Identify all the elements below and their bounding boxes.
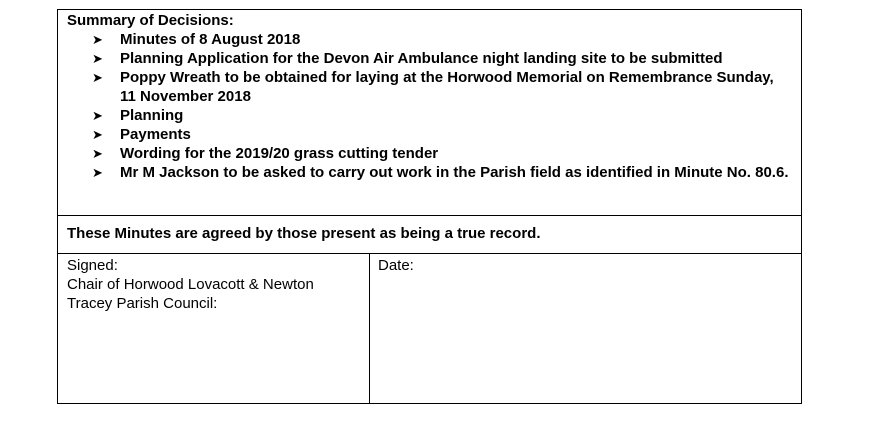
minutes-summary-table <box>57 9 802 404</box>
decision-text: Planning Application for the Devon Air Ambulance night landing site to be submitted <box>120 50 723 67</box>
decision-text: Minutes of 8 August 2018 <box>120 31 301 48</box>
arrowhead-bullet-icon: ➤ <box>92 32 103 47</box>
decision-item <box>58 106 801 125</box>
arrowhead-bullet-icon: ➤ <box>92 70 103 85</box>
arrowhead-bullet-icon: ➤ <box>92 146 103 161</box>
decision-item <box>58 163 801 182</box>
date-cell <box>370 254 801 403</box>
agreement-section <box>58 216 801 254</box>
decision-item <box>58 49 801 68</box>
decision-item <box>58 30 801 49</box>
signed-label: Signed: <box>67 257 118 274</box>
agreement-statement: These Minutes are agreed by those present as being a true record. <box>67 225 541 242</box>
summary-of-decisions-section <box>58 10 801 216</box>
decision-text: Planning <box>120 107 184 124</box>
arrowhead-bullet-icon: ➤ <box>92 108 103 123</box>
chair-title: Chair of Horwood Lovacott & Newton Tracey Parish Council: <box>67 276 314 312</box>
date-label: Date: <box>378 257 414 274</box>
arrowhead-bullet-icon: ➤ <box>92 51 103 66</box>
decision-item <box>58 144 801 163</box>
signed-cell <box>58 254 370 403</box>
decision-item <box>58 68 801 106</box>
summary-heading: Summary of Decisions: <box>67 12 234 29</box>
decision-text: Wording for the 2019/20 grass cutting tender <box>120 145 439 162</box>
decision-text: Poppy Wreath to be obtained for laying at the Horwood Memorial on Remembrance Sunday, 11 November 2018 <box>120 69 774 105</box>
decision-list <box>58 30 801 182</box>
decision-text: Payments <box>120 126 191 143</box>
decision-item <box>58 125 801 144</box>
arrowhead-bullet-icon: ➤ <box>92 165 103 180</box>
arrowhead-bullet-icon: ➤ <box>92 127 103 142</box>
decision-text: Mr M Jackson to be asked to carry out work in the Parish field as identified in Minute No. 80.6. <box>120 164 789 181</box>
signature-section <box>58 254 801 403</box>
